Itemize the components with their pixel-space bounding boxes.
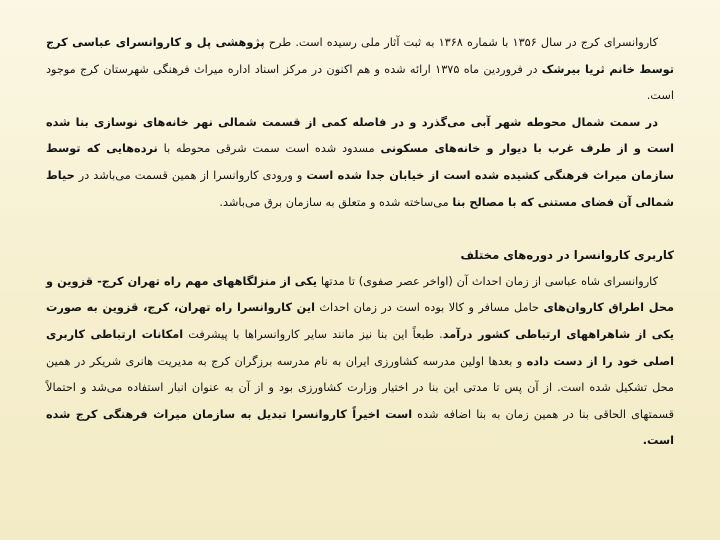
- paragraph-surroundings: [46, 110, 674, 216]
- paragraph-registration: [46, 30, 674, 110]
- text-run-bold: یکی از منزلگاههای مهم راه تهران کرج- قزوین و محل اطراق کاروان‌های: [46, 274, 674, 315]
- section-spacer: [46, 216, 674, 242]
- text-run-bold: این کاروانسرا راه تهران، کرج، قزوین به صورت یکی از شاهراههای ارتباطی کشور درآمد: [46, 301, 674, 341]
- text-run: کاروانسرای کرج در سال ۱۳۵۶ با شماره ۱۳۶۸ به ثبت آثار ملی رسیده است. طرح: [264, 36, 659, 49]
- text-run-bold: است اخیراً کاروانسرا تبدیل به سازمان میراث فرهنگی کرج شده است.: [46, 407, 674, 448]
- paragraph-usage-history: [46, 269, 674, 455]
- text-run-bold: حیاط شمالی آن فضای مستنی که با مصالح بنا: [46, 168, 674, 209]
- section-heading: کاربری کاروانسرا در دوره‌های مختلف: [460, 248, 674, 263]
- text-run: حامل مسافر و کالا بوده است در زمان احداث: [314, 301, 544, 315]
- text-run-bold: امکانات ارتباطی کاربری اصلی خود را از دست داده: [46, 327, 674, 368]
- text-run: در فروردین ماه ۱۳۷۵ ارائه شده و هم اکنون در مرکز اسناد اداره میراث فرهنگی شهرستان کرج موجود است.: [46, 62, 674, 103]
- text-run: کاروانسرای شاه عباسی از زمان احداث آن (اواخر عصر صفوی) تا مدتها: [317, 274, 658, 288]
- text-run-bold: پژوهشی پل و کاروانسرای عباسی کرج توسط خانم ثریا بیرشک: [46, 36, 674, 76]
- text-run: . طبعاً این بنا نیز مانند سایر کاروانسراها با پیشرفت: [183, 327, 443, 341]
- text-run-bold: در سمت شمال محوطه شهر آبی می‌گذرد و در فاصله کمی از قسمت شمالی نهر خانه‌های نوسازی بنا شده است و از طرف غرب با دیوار و خانه‌های مسکونی: [46, 115, 674, 156]
- text-run: مسدود شده است سمت شرقی محوطه با: [157, 142, 381, 156]
- text-run: می‌ساخته شده و متعلق به سازمان برق می‌باشد.: [219, 195, 453, 209]
- text-run-bold: نرده‌هایی که توسط سازمان میراث فرهنگی کشیده شده است از خیابان جدا شده است: [46, 142, 674, 182]
- text-run: و بعدها اولین مدرسه کشاورزی ایران به نام مدرسه برزگران کرج به مدیریت هانری شریکر در همین محل تشکیل شده است. از آن پس تا مدتی این بنا در اختیار وزارت کشاورزی بود و از آن به عنوان انبار استفاده می‌شد و احتمالاً قسمتهای الحاقی بنا در همین زمان به بنا اضافه شده: [46, 354, 675, 421]
- text-run: و ورودی کاروانسرا از همین قسمت می‌باشد در: [74, 168, 307, 182]
- document-body: [46, 30, 674, 455]
